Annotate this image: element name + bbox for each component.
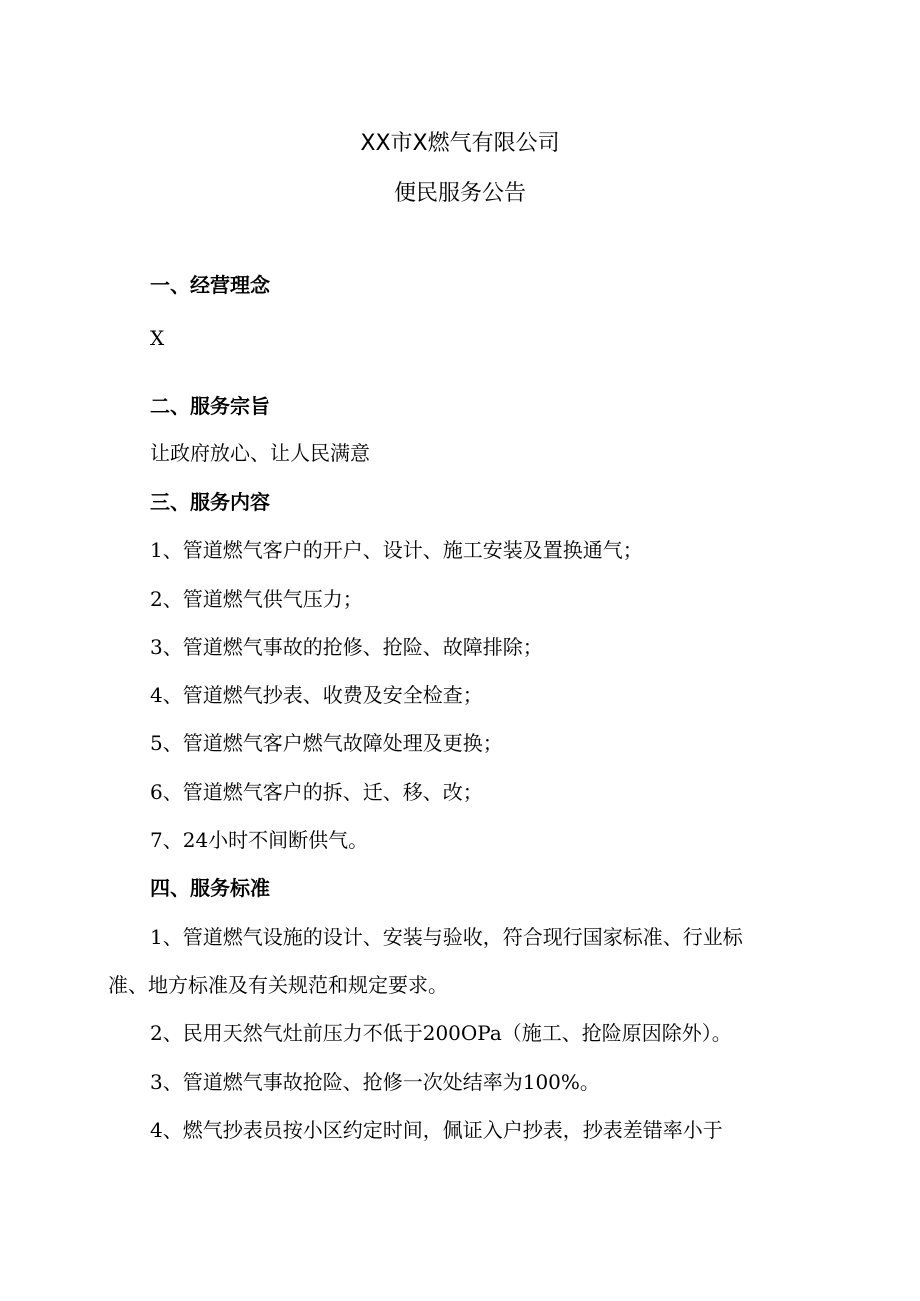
standards-item-1-line-1: 1、管道燃气设施的设计、安装与验收，符合现行国家标准、行业标 [150, 925, 743, 949]
section-heading-standards: 四、服务标准 [150, 876, 270, 900]
content-item-5: 5、管道燃气客户燃气故障处理及更换； [150, 731, 503, 755]
standards-item-1-line-2: 准、地方标准及有关规范和规定要求。 [108, 973, 448, 997]
content-item-3: 3、管道燃气事故的抢修、抢险、故障排除； [150, 635, 543, 659]
section-heading-content: 三、服务内容 [150, 490, 270, 514]
standards-item-3: 3、管道燃气事故抢险、抢修一次处结率为100%。 [150, 1070, 600, 1094]
content-item-4: 4、管道燃气抄表、收费及安全检查； [150, 683, 483, 707]
standards-item-4: 4、燃气抄表员按小区约定时间，佩证入户抄表，抄表差错率小于 [150, 1118, 723, 1142]
philosophy-text: X [150, 326, 165, 350]
content-item-6: 6、管道燃气客户的拆、迁、移、改； [150, 780, 483, 804]
purpose-text: 让政府放心、让人民满意 [150, 441, 370, 465]
section-heading-purpose: 二、服务宗旨 [150, 394, 270, 418]
content-item-1: 1、管道燃气客户的开户、设计、施工安装及置换通气； [150, 538, 643, 562]
content-item-2: 2、管道燃气供气压力； [150, 587, 363, 611]
content-item-7: 7、24小时不间断供气。 [150, 828, 369, 852]
notice-title: 便民服务公告 [393, 181, 526, 206]
section-heading-philosophy: 一、经营理念 [150, 273, 270, 297]
company-name: XX市X燃气有限公司 [360, 131, 560, 156]
standards-item-2: 2、民用天然气灶前压力不低于200OPa（施工、抢险原因除外）。 [150, 1021, 732, 1045]
